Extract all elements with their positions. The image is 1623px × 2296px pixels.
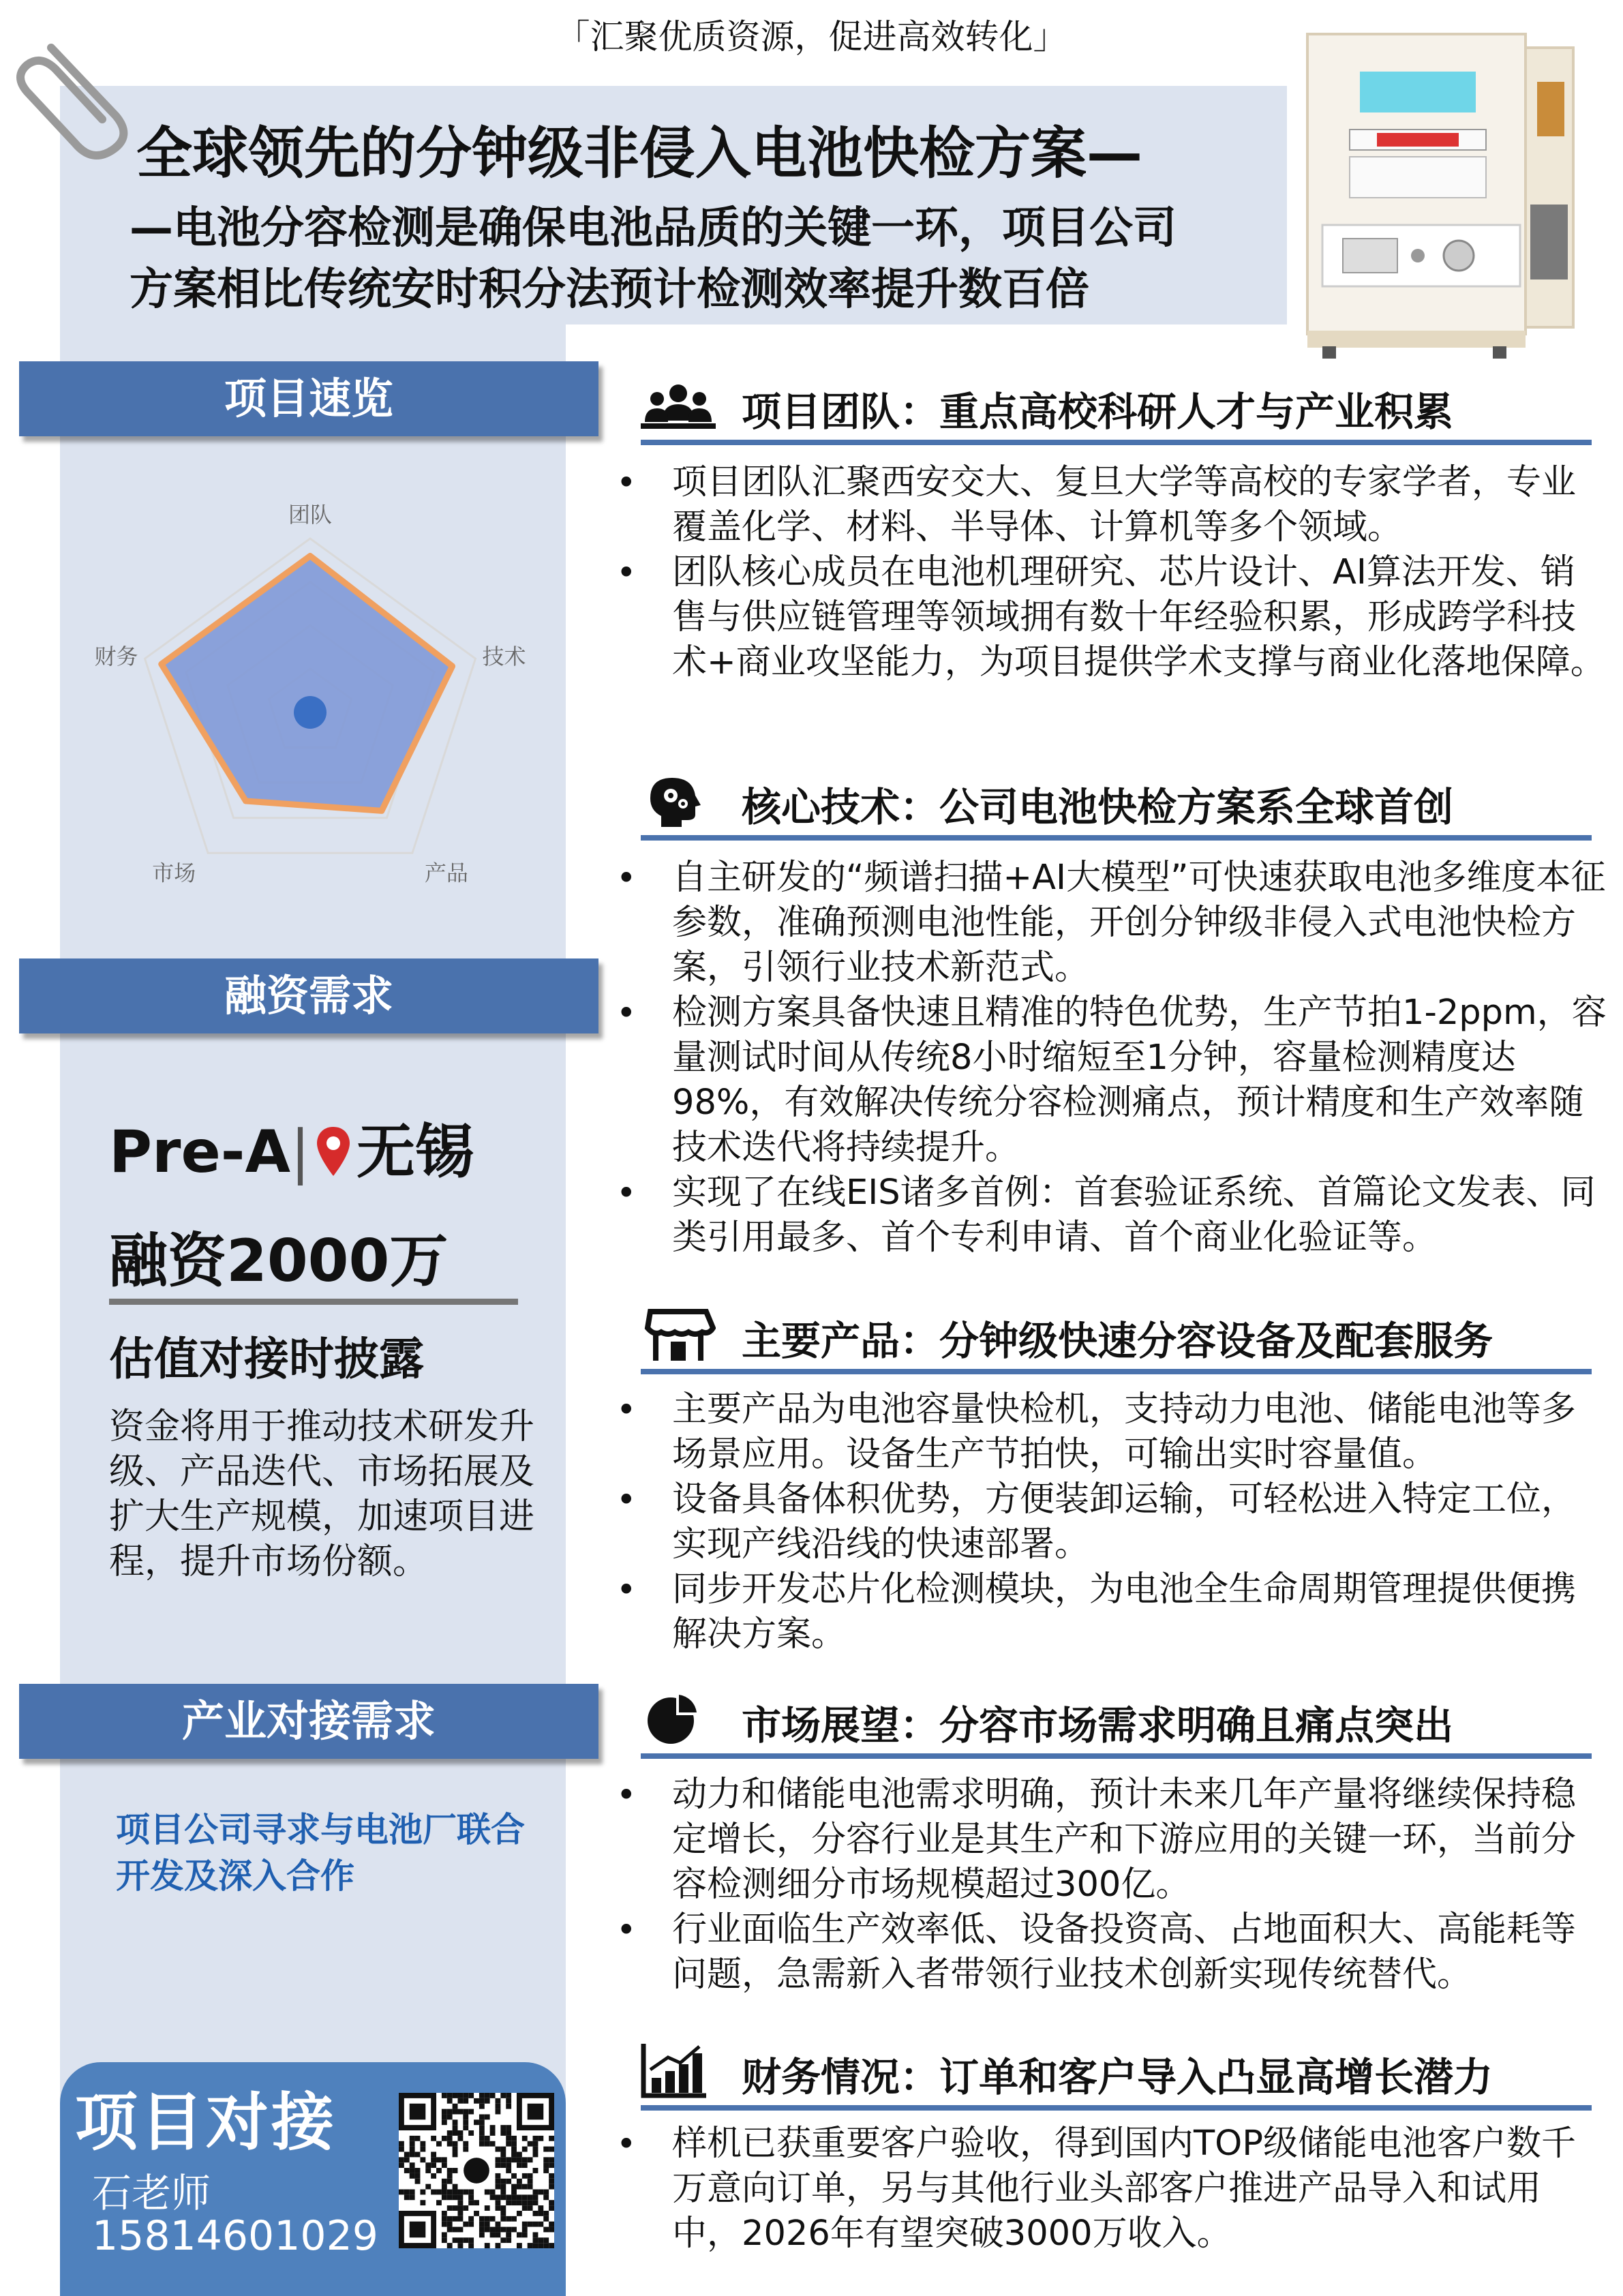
list-item: • 样机已获重要客户验收，得到国内TOP级储能电池客户数千万意向订单，另与其他行业头部客户推进产品导入和试用中，2026年有望突破3000万收入。	[605, 2121, 1607, 2256]
page-title: 全球领先的分钟级非侵入电池快检方案—	[136, 121, 1143, 186]
team-section-rule	[641, 440, 1592, 445]
funding-section-header	[19, 958, 598, 1033]
finance-section-title: 财务情况：订单和客户导入凸显高增长潜力	[742, 2054, 1493, 2100]
finance-section-header	[641, 2037, 1595, 2105]
bar-chart-icon	[641, 2044, 716, 2098]
contact-phone[interactable]: 15814601029	[92, 2212, 378, 2260]
separator: |	[290, 1118, 311, 1186]
funding-valuation: 估值对接时披露	[109, 1333, 424, 1385]
industry-description: 项目公司寻求与电池厂联合开发及深入合作	[116, 1810, 525, 1896]
overview-section-title: 项目速览	[224, 374, 393, 423]
list-item: • 设备具备体积优势，方便装卸运输，可轻松进入特定工位，实现产线沿线的快速部署。	[605, 1477, 1607, 1567]
overview-section-header	[19, 361, 598, 436]
list-item: • 主要产品为电池容量快检机，支持动力电池、储能电池等多场景应用。设备生产节拍快，可输出实时容量值。	[605, 1387, 1607, 1477]
radar-axis-label: 技术	[482, 644, 526, 670]
product-section-title: 主要产品：分钟级快速分容设备及配套服务	[742, 1318, 1493, 1364]
list-item: • 动力和储能电池需求明确，预计未来几年产量将继续保持稳定增长，分容行业是其生产和下游应用的关键一环，当前分容检测细分市场规模超过300亿。	[605, 1772, 1607, 1907]
finance-section-rule	[641, 2105, 1592, 2111]
brain-gear-icon	[641, 774, 716, 828]
funding-location: 无锡	[357, 1118, 474, 1186]
funding-description: 资金将用于推动技术研发升级、产品迭代、市场拓展及扩大生产规模，加速项目进程，提升市场份额。	[109, 1406, 535, 1582]
subtitle-line-2: 方案相比传统安时积分法预计检测效率提升数百倍	[130, 265, 1089, 315]
radar-series-area	[162, 556, 453, 811]
overview-radar-chart	[75, 477, 545, 900]
page-subtitle	[130, 198, 1177, 320]
list-item: • 行业面临生产效率低、设备投资高、占地面积大、高能耗等问题，急需新入者带领行业技术创新实现传统替代。	[605, 1907, 1607, 1997]
radar-axis-label: 产品	[424, 860, 468, 886]
list-item: • 同步开发芯片化检测模块，为电池全生命周期管理提供便携解决方案。	[605, 1567, 1607, 1657]
funding-round-location	[109, 1104, 474, 1189]
location-pin-icon	[314, 1124, 352, 1179]
contact-name: 石老师	[92, 2170, 211, 2216]
product-section-header	[641, 1301, 1595, 1369]
battery-tester-machine-image	[1295, 20, 1581, 361]
tech-section-rule	[641, 835, 1592, 841]
market-section-header	[641, 1685, 1595, 1753]
pie-chart-icon	[641, 1692, 716, 1747]
funding-divider	[109, 1299, 518, 1305]
team-section-title: 项目团队：重点高校科研人才与产业积累	[742, 389, 1454, 435]
team-section-header	[641, 372, 1595, 440]
market-section-rule	[641, 1753, 1592, 1759]
funding-round: Pre-A	[109, 1118, 291, 1186]
contact-title: 项目对接	[75, 2086, 337, 2159]
product-bullet-list	[605, 1387, 1607, 1657]
product-section-rule	[641, 1369, 1592, 1374]
list-item: • 实现了在线EIS诸多首例：首套验证系统、首篇论文发表、同类引用最多、首个专利申请、首个商业化验证等。	[605, 1170, 1607, 1260]
subtitle-line-1: —电池分容检测是确保电池品质的关键一环，项目公司	[130, 203, 1177, 254]
list-item: • 自主研发的“频谱扫描+AI大模型”可快速获取电池多维度本征参数，准确预测电池性能，开创分钟级非侵入式电池快检方案，引领行业技术新范式。	[605, 856, 1607, 991]
tagline: 「汇聚优质资源，促进高效转化」	[556, 17, 1067, 57]
team-icon	[641, 378, 716, 433]
radar-axis-label: 团队	[288, 502, 333, 528]
market-bullet-list	[605, 1772, 1607, 1997]
finance-bullet-list	[605, 2121, 1607, 2256]
tech-section-header	[641, 767, 1595, 835]
tech-section-title: 核心技术：公司电池快检方案系全球首创	[742, 784, 1454, 830]
market-section-title: 市场展望：分容市场需求明确且痛点突出	[742, 1702, 1454, 1749]
radar-center-dot	[294, 696, 327, 729]
wechat-qr-code[interactable]	[399, 2093, 554, 2248]
team-bullet-list	[605, 460, 1607, 685]
industry-section-header	[19, 1684, 598, 1759]
list-item: • 项目团队汇聚西安交大、复旦大学等高校的专家学者，专业覆盖化学、材料、半导体、计算机等多个领域。	[605, 460, 1607, 550]
funding-amount: 融资2000万	[109, 1227, 449, 1295]
list-item: • 团队核心成员在电池机理研究、芯片设计、AI算法开发、销售与供应链管理等领域拥有数十年经验积累，形成跨学科技术+商业攻坚能力，为项目提供学术支撑与商业化落地保障。	[605, 550, 1607, 685]
store-icon	[641, 1308, 716, 1362]
funding-section-title: 融资需求	[224, 971, 393, 1021]
industry-section-title: 产业对接需求	[181, 1696, 436, 1746]
radar-axis-label: 财务	[94, 644, 138, 670]
radar-axis-label: 市场	[152, 860, 196, 886]
tech-bullet-list	[605, 856, 1607, 1260]
list-item: • 检测方案具备快速且精准的特色优势，生产节拍1-2ppm，容量测试时间从传统8小时缩短至1分钟，容量检测精度达98%，有效解决传统分容检测痛点，预计精度和生产效率随技术迭代将持续提升。	[605, 991, 1607, 1170]
